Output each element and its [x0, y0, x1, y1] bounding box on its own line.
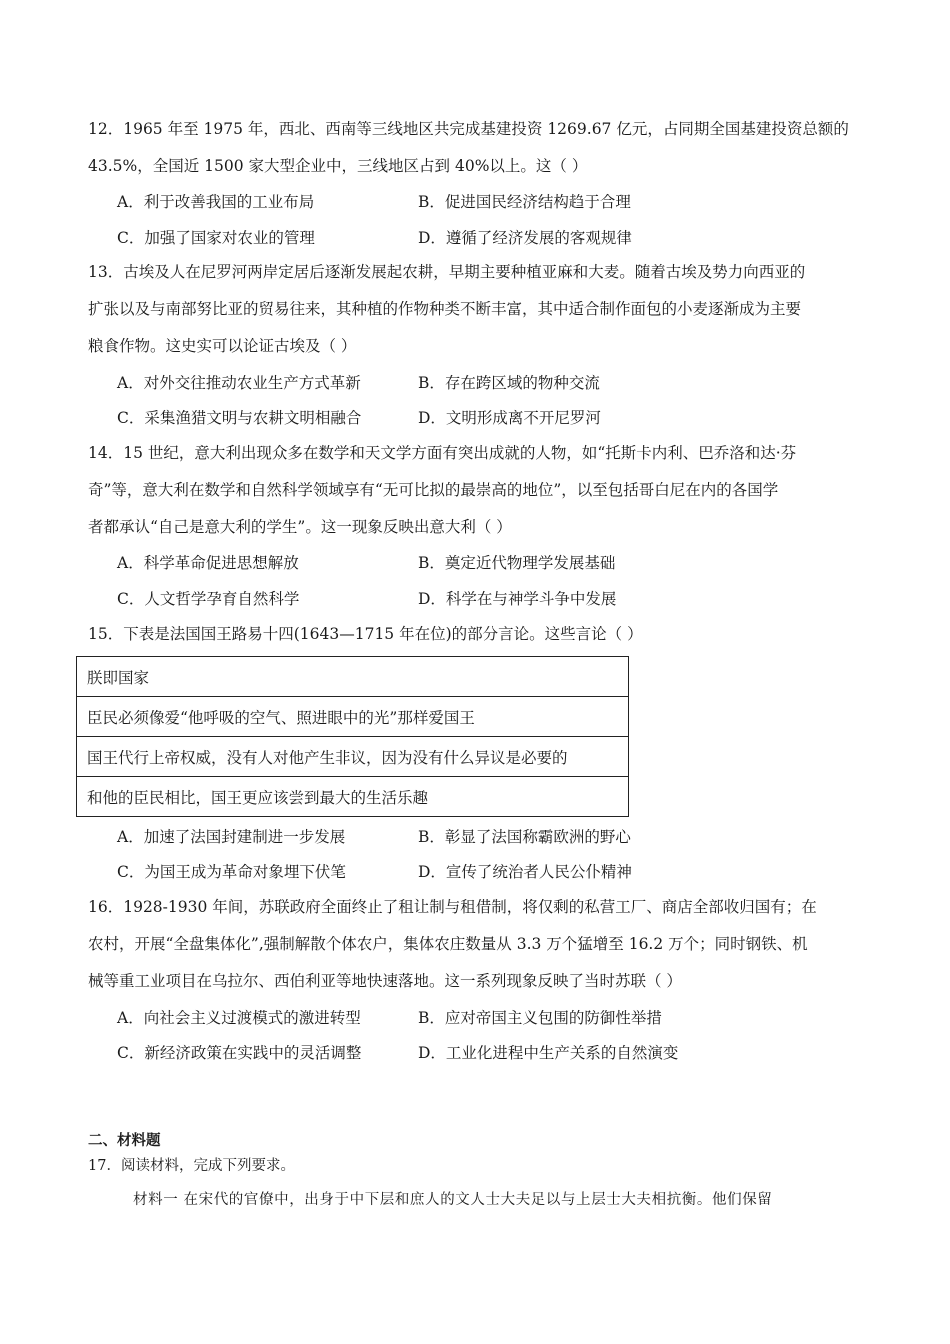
- q14-stem-line1: 14．15 世纪，意大利出现众多在数学和天文学方面有突出成就的人物，如“托斯卡内利、巴乔洛和达·芬: [88, 444, 797, 462]
- q14-stem-line2: 奇”等，意大利在数学和自然科学领域享有“无可比拟的最崇高的地位”，以至包括哥白尼在内的各国学: [88, 481, 779, 499]
- q12-option-c[interactable]: C．加强了国家对农业的管理: [117, 229, 315, 247]
- q12-option-a[interactable]: A．利于改善我国的工业布局: [117, 193, 315, 211]
- q12-stem-line2: 43.5%，全国近 1500 家大型企业中，三线地区占到 40%以上。这（ ）: [88, 157, 588, 175]
- q13-stem-line2: 扩张以及与南部努比亚的贸易往来，其种植的作物种类不断丰富，其中适合制作面包的小麦逐渐成为主要: [88, 300, 802, 318]
- q15-option-a[interactable]: A．加速了法国封建制进一步发展: [117, 828, 346, 846]
- q14-option-c[interactable]: C．人文哲学孕育自然科学: [117, 590, 300, 608]
- q13-option-d[interactable]: D．文明形成离不开尼罗河: [418, 409, 601, 427]
- q12-stem-line1: 12．1965 年至 1975 年，西北、西南等三线地区共完成基建投资 1269.67 亿元，占同期全国基建投资总额的: [88, 120, 849, 138]
- q12-option-b[interactable]: B．促进国民经济结构趋于合理: [418, 193, 631, 211]
- q16-option-b[interactable]: B．应对帝国主义包围的防御性举措: [418, 1009, 662, 1027]
- q13-stem-line3: 粮食作物。这史实可以论证古埃及（ ）: [88, 337, 357, 355]
- q15-stem-line1: 15．下表是法国国王路易十四(1643—1715 年在位)的部分言论。这些言论（ ）: [88, 625, 643, 643]
- q13-option-b[interactable]: B．存在跨区域的物种交流: [418, 374, 600, 392]
- q16-stem-line2: 农村，开展“全盘集体化”,强制解散个体农户，集体农庄数量从 3.3 万个猛增至 16.2 万个；同时钢铁、机: [88, 935, 808, 953]
- q12-option-d[interactable]: D．遵循了经济发展的客观规律: [418, 229, 632, 247]
- q17-intro: 17．阅读材料，完成下列要求。: [88, 1158, 295, 1174]
- q13-option-c[interactable]: C．采集渔猎文明与农耕文明相融合: [117, 409, 362, 427]
- q15-option-d[interactable]: D．宣传了统治者人民公仆精神: [418, 863, 632, 881]
- q14-stem-line3: 者都承认“自己是意大利的学生”。这一现象反映出意大利（ ）: [88, 518, 512, 536]
- q14-option-d[interactable]: D．科学在与神学斗争中发展: [418, 590, 617, 608]
- quote-row-4: 和他的臣民相比，国王更应该尝到最大的生活乐趣: [77, 777, 629, 817]
- section-title: 二、材料题: [88, 1132, 161, 1149]
- quote-row-3: 国王代行上帝权威，没有人对他产生非议，因为没有什么异议是必要的: [77, 737, 629, 777]
- q16-option-c[interactable]: C．新经济政策在实践中的灵活调整: [117, 1044, 362, 1062]
- q13-stem-line1: 13．古埃及人在尼罗河两岸定居后逐渐发展起农耕，早期主要种植亚麻和大麦。随着古埃及势力向西亚的: [88, 263, 806, 281]
- quote-row-1: 朕即国家: [77, 657, 629, 697]
- q16-stem-line3: 械等重工业项目在乌拉尔、西伯利亚等地快速落地。这一系列现象反映了当时苏联（ ）: [88, 972, 682, 990]
- q14-option-b[interactable]: B．奠定近代物理学发展基础: [418, 554, 616, 572]
- q14-option-a[interactable]: A．科学革命促进思想解放: [117, 554, 299, 572]
- material-1-text: 材料一 在宋代的官僚中，出身于中下层和庶人的文人士大夫足以与上层士大夫相抗衡。他们保留: [133, 1192, 773, 1208]
- q15-option-b[interactable]: B．彰显了法国称霸欧洲的野心: [418, 828, 631, 846]
- q16-stem-line1: 16．1928-1930 年间，苏联政府全面终止了租让制与租借制，将仅剩的私营工厂、商店全部收归国有；在: [88, 898, 817, 916]
- q15-option-c[interactable]: C．为国王成为革命对象埋下伏笔: [117, 863, 346, 881]
- q16-option-a[interactable]: A．向社会主义过渡模式的激进转型: [117, 1009, 361, 1027]
- q13-option-a[interactable]: A．对外交往推动农业生产方式革新: [117, 374, 361, 392]
- quote-row-2: 臣民必须像爱“他呼吸的空气、照进眼中的光”那样爱国王: [77, 697, 629, 737]
- q16-option-d[interactable]: D．工业化进程中生产关系的自然演变: [418, 1044, 679, 1062]
- louis-xiv-quotes-table: [76, 656, 629, 817]
